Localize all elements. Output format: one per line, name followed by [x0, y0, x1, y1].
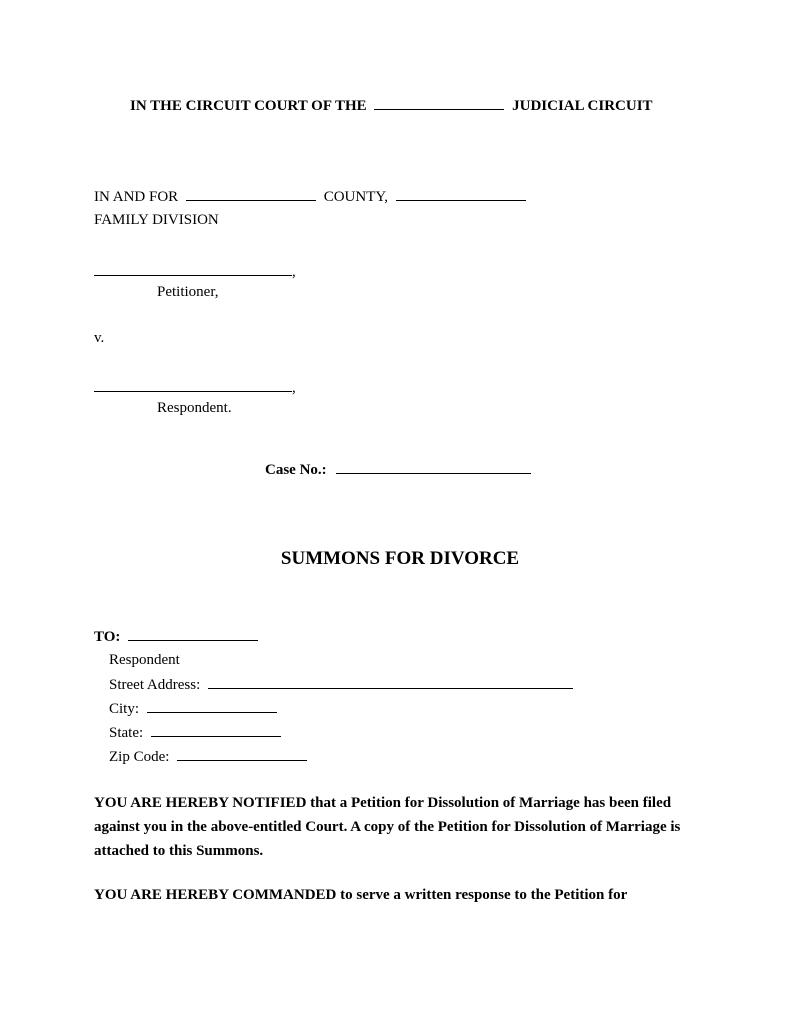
- city-line: [109, 699, 277, 718]
- command-text: to serve a written response to the Petition for: [336, 887, 628, 903]
- state-caption-field[interactable]: [396, 187, 526, 201]
- petitioner-line: [94, 262, 296, 281]
- judicial-circuit-field[interactable]: [374, 96, 504, 110]
- notice-lead: YOU ARE HEREBY NOTIFIED: [94, 795, 307, 811]
- street-address-field[interactable]: [208, 675, 573, 689]
- family-division-label: FAMILY DIVISION: [94, 212, 219, 228]
- to-name-field[interactable]: [128, 627, 258, 641]
- court-header: [130, 96, 653, 115]
- respondent-comma: ,: [292, 380, 296, 396]
- command-lead: YOU ARE HEREBY COMMANDED: [94, 887, 337, 903]
- respondent-name-field[interactable]: [94, 378, 292, 392]
- county-line: [94, 187, 526, 206]
- street-address-label: Street Address:: [109, 677, 201, 693]
- zip-code-line: [109, 747, 307, 766]
- case-number-line: [265, 460, 531, 479]
- document-title: SUMMONS FOR DIVORCE: [280, 548, 520, 569]
- court-header-prefix: IN THE CIRCUIT COURT OF THE: [130, 98, 367, 114]
- county-label: COUNTY,: [323, 189, 389, 205]
- state-field[interactable]: [151, 723, 281, 737]
- respondent-line: [94, 378, 296, 397]
- respondent-caption: Respondent: [109, 652, 180, 668]
- zip-code-field[interactable]: [177, 747, 307, 761]
- city-label: City:: [109, 701, 140, 717]
- notice-text: that a Petition for Dissolution of Marriage has been filed against you in the above-entitled Court. A copy of the Petition for Dissolution of Marriage is attached to this Summons.: [94, 795, 681, 859]
- state-line: [109, 723, 281, 742]
- petitioner-name-field[interactable]: [94, 262, 292, 276]
- petitioner-label: Petitioner,: [157, 284, 219, 300]
- petitioner-comma: ,: [292, 264, 296, 280]
- to-line: [94, 627, 258, 646]
- city-field[interactable]: [147, 699, 277, 713]
- zip-code-label: Zip Code:: [109, 749, 170, 765]
- case-no-label: Case No.:: [265, 462, 327, 478]
- command-paragraph: [94, 883, 714, 907]
- in-and-for-label: IN AND FOR: [94, 189, 179, 205]
- notice-paragraph: [94, 791, 714, 863]
- versus-label: v.: [94, 330, 105, 346]
- to-label: TO:: [94, 629, 121, 645]
- county-field[interactable]: [186, 187, 316, 201]
- street-address-line: [109, 675, 573, 694]
- court-header-suffix: JUDICIAL CIRCUIT: [512, 98, 653, 114]
- respondent-label: Respondent.: [157, 400, 232, 416]
- state-label: State:: [109, 725, 144, 741]
- case-number-field[interactable]: [336, 460, 531, 474]
